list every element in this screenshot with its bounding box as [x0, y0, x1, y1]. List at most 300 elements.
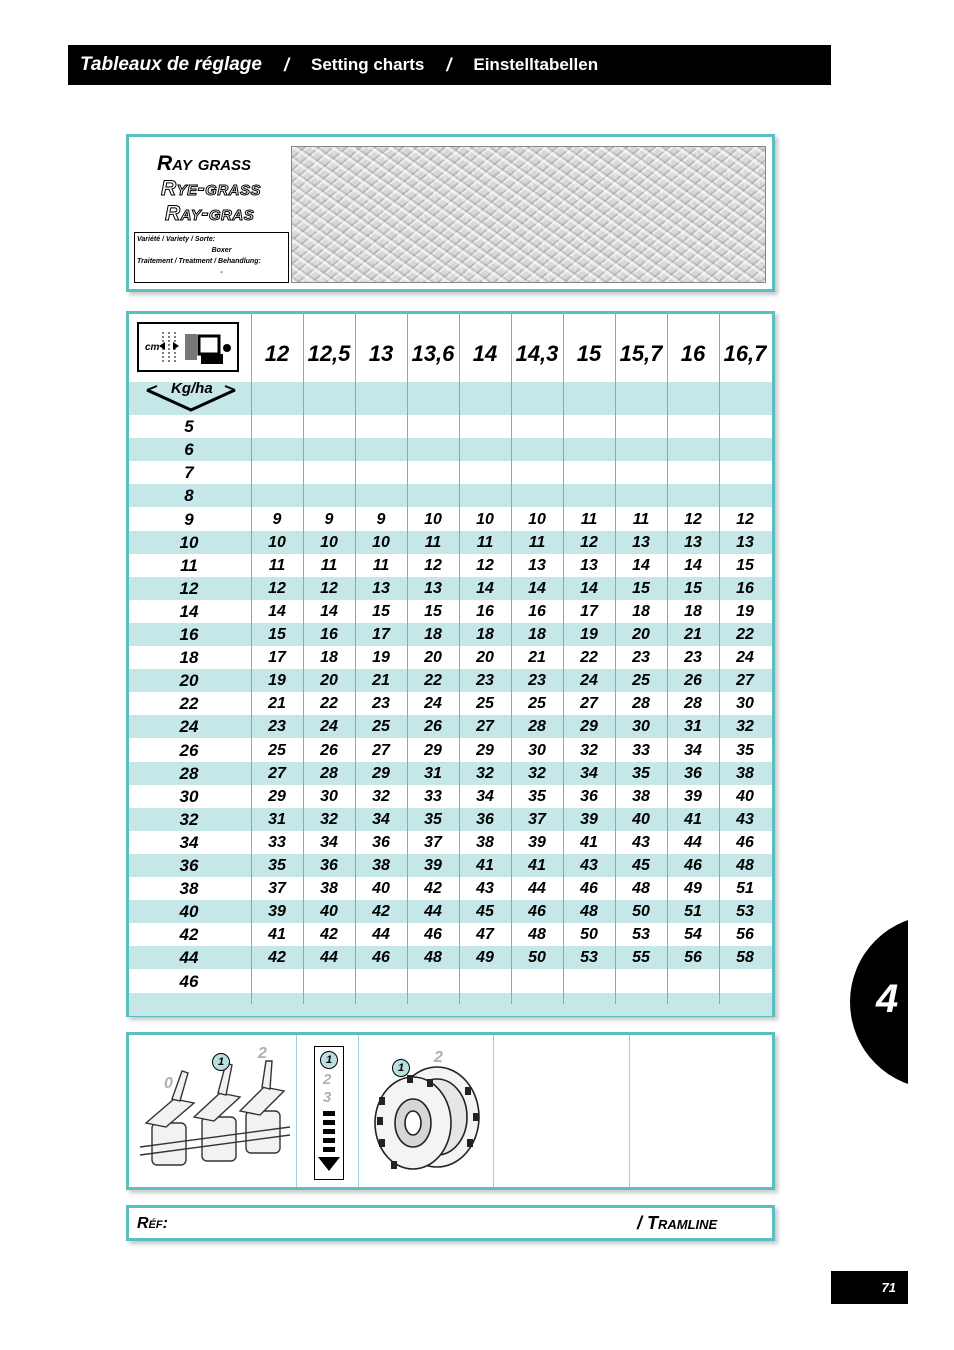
setting-value-cell: 17 [580, 602, 598, 620]
setting-value-cell: 34 [372, 810, 390, 828]
setting-value-cell: 28 [632, 695, 650, 713]
treatment-value: - [220, 269, 223, 276]
setting-value-cell: 29 [372, 764, 390, 782]
setting-value-cell: 21 [372, 672, 390, 690]
setting-value-cell: 12 [684, 510, 702, 528]
seed-rate-cell: 7 [184, 463, 194, 483]
setting-value-cell: 43 [632, 833, 650, 851]
seed-rate-cell: 9 [184, 509, 194, 529]
setting-value-cell: 46 [580, 880, 598, 898]
setting-value-cell: 13 [372, 579, 390, 597]
setting-value-cell: 32 [580, 741, 598, 759]
section-divider [358, 1035, 359, 1187]
seed-rate-cell: 10 [179, 532, 199, 552]
setting-value-cell: 39 [528, 833, 546, 851]
setting-value-cell: 13 [736, 533, 754, 551]
spacing-unit: cm [145, 342, 160, 353]
spacing-column-header: 14 [472, 341, 498, 366]
row-spacing-icon [137, 322, 239, 372]
setting-value-cell: 38 [632, 787, 650, 805]
column-divider [615, 314, 616, 1004]
setting-value-cell: 10 [424, 510, 442, 528]
gear-position-label: 3 [323, 1089, 332, 1106]
table-row [129, 484, 772, 507]
setting-value-cell: 47 [476, 926, 494, 944]
setting-value-cell: 30 [528, 741, 546, 759]
setting-value-cell: 24 [320, 718, 338, 736]
setting-value-cell: 30 [632, 718, 650, 736]
setting-value-cell: 53 [632, 926, 650, 944]
setting-value-cell: 45 [476, 903, 494, 921]
separator: / [446, 54, 452, 75]
title-fr: Tableaux de réglage [80, 54, 262, 75]
seed-info-panel [126, 134, 775, 292]
setting-value-cell: 14 [632, 556, 650, 574]
setting-value-cell: 34 [580, 764, 598, 782]
setting-value-cell: 14 [528, 579, 546, 597]
setting-value-cell: 11 [268, 556, 286, 574]
spacing-column-header: 13 [368, 341, 394, 366]
setting-value-cell: 21 [684, 626, 702, 643]
setting-value-cell: 14 [320, 602, 338, 620]
setting-value-cell: 56 [736, 926, 754, 944]
section-divider [493, 1035, 494, 1187]
seed-rate-cell: 11 [180, 555, 198, 575]
setting-value-cell: 23 [372, 695, 390, 713]
setting-value-cell: 22 [424, 672, 442, 690]
setting-value-cell: 44 [320, 949, 338, 967]
seed-rate-cell: 42 [179, 925, 199, 945]
setting-value-cell: 46 [684, 857, 702, 874]
setting-value-cell: 48 [424, 949, 442, 967]
setting-value-cell: 42 [372, 903, 390, 921]
seed-rate-cell: 34 [179, 832, 199, 852]
setting-value-cell: 28 [528, 718, 546, 736]
setting-value-cell: 12 [736, 510, 754, 528]
setting-value-cell: 23 [476, 672, 494, 690]
setting-value-cell: 12 [320, 579, 338, 597]
setting-value-cell: 44 [372, 926, 390, 944]
setting-value-cell: 27 [372, 741, 390, 759]
seed-rate-cell: 20 [179, 671, 199, 691]
setting-value-cell: 36 [580, 787, 598, 805]
seed-rate-cell: 30 [179, 786, 199, 806]
ref-label: Réf: [137, 1215, 168, 1232]
setting-value-cell: 29 [268, 787, 286, 805]
setting-value-cell: 20 [476, 649, 494, 667]
setting-value-cell: 53 [580, 949, 598, 967]
setting-value-cell: 13 [528, 556, 546, 574]
setting-value-cell: 48 [736, 857, 754, 874]
variety-box [134, 232, 289, 283]
setting-value-cell: 10 [528, 510, 546, 528]
table-row [129, 739, 772, 762]
title-de: Einstelltabellen [473, 55, 599, 74]
setting-value-cell: 26 [320, 741, 338, 759]
flap-position-label: 2 [258, 1045, 267, 1062]
column-divider [251, 314, 252, 1004]
setting-value-cell: 20 [424, 649, 442, 667]
seed-photo [291, 146, 766, 283]
setting-value-cell: 14 [476, 579, 494, 597]
setting-value-cell: 12 [476, 556, 494, 574]
setting-value-cell: 12 [580, 533, 598, 551]
setting-value-cell: 35 [736, 741, 754, 759]
setting-value-cell: 31 [268, 810, 286, 828]
flap-position-label: 0 [164, 1075, 173, 1092]
setting-value-cell: 15 [372, 602, 390, 620]
setting-value-cell: 46 [736, 833, 754, 851]
table-row [129, 762, 772, 785]
setting-value-cell: 41 [580, 833, 598, 851]
settings-panel [126, 1032, 775, 1190]
setting-value-cell: 51 [684, 903, 702, 921]
setting-value-cell: 13 [684, 533, 702, 551]
setting-value-cell: 25 [476, 695, 494, 713]
spacing-column-header: 12,5 [307, 341, 351, 366]
setting-value-cell: 11 [372, 556, 390, 574]
setting-value-cell: 16 [528, 602, 546, 620]
setting-value-cell: 31 [424, 764, 442, 782]
setting-value-cell: 22 [580, 649, 598, 667]
setting-value-cell: 10 [372, 533, 390, 551]
spacing-column-header: 15 [576, 341, 602, 366]
seed-name-en: Rye-grass [161, 177, 262, 200]
setting-value-cell: 13 [424, 579, 442, 597]
setting-value-cell: 38 [476, 833, 494, 851]
chapter-number: 4 [876, 977, 899, 1021]
setting-value-cell: 42 [424, 880, 442, 898]
setting-value-cell: 40 [632, 810, 650, 828]
seed-rate-cell: 46 [179, 971, 199, 991]
table-row [129, 531, 772, 554]
setting-value-cell: 23 [684, 649, 702, 667]
page-number: 71 [831, 1271, 908, 1304]
treatment-label: Traitement / Treatment / Behandlung: [137, 258, 261, 265]
column-divider [303, 314, 304, 1004]
setting-value-cell: 36 [372, 833, 390, 851]
table-row [129, 646, 772, 669]
table-row [129, 877, 772, 900]
table-row [129, 900, 772, 923]
chart-grid [129, 314, 772, 1014]
setting-value-cell: 36 [684, 764, 702, 782]
table-row [129, 785, 772, 808]
setting-value-cell: 49 [684, 880, 702, 898]
seed-rate-cell: 6 [184, 440, 194, 460]
setting-value-cell: 41 [476, 857, 494, 874]
column-divider [459, 314, 460, 1004]
setting-value-cell: 48 [528, 926, 546, 944]
setting-chart [126, 311, 775, 1017]
reference-panel [126, 1205, 775, 1241]
table-row [129, 946, 772, 969]
column-divider [407, 314, 408, 1004]
setting-value-cell: 9 [272, 510, 282, 528]
setting-value-cell: 31 [684, 718, 702, 736]
setting-value-cell: 17 [268, 649, 286, 667]
setting-value-cell: 38 [320, 880, 338, 898]
setting-value-cell: 21 [528, 649, 546, 667]
title-en: Setting charts [311, 55, 425, 74]
gear-position-label: 2 [323, 1071, 332, 1088]
setting-value-cell: 43 [476, 880, 494, 898]
setting-value-cell: 12 [424, 556, 442, 574]
setting-value-cell: 25 [372, 718, 390, 736]
setting-value-cell: 39 [684, 787, 702, 805]
setting-value-cell: 36 [320, 857, 338, 874]
setting-value-cell: 50 [580, 926, 598, 944]
seed-names [157, 151, 261, 226]
setting-value-cell: 20 [632, 626, 650, 643]
table-row [129, 692, 772, 715]
setting-value-cell: 46 [528, 903, 546, 921]
setting-value-cell: 16 [736, 579, 754, 597]
seed-rate-cell: 38 [179, 879, 199, 899]
setting-value-cell: 11 [424, 533, 442, 551]
seed-rate-cell: 44 [179, 948, 199, 968]
variety-value: Boxer [211, 247, 232, 254]
setting-value-cell: 44 [528, 880, 546, 898]
variety-label: Variété / Variety / Sorte: [137, 236, 216, 243]
setting-value-cell: 51 [736, 880, 754, 898]
setting-value-cell: 14 [684, 556, 702, 574]
table-row [129, 461, 772, 484]
setting-value-cell: 32 [476, 764, 494, 782]
table-row [129, 715, 772, 738]
setting-value-cell: 34 [684, 741, 702, 759]
setting-value-cell: 40 [372, 880, 390, 898]
setting-value-cell: 9 [324, 510, 334, 528]
setting-value-cell: 46 [372, 949, 390, 967]
setting-value-cell: 54 [684, 926, 702, 944]
setting-value-cell: 35 [268, 857, 286, 874]
setting-value-cell: 44 [684, 833, 702, 851]
setting-value-cell: 15 [632, 579, 650, 597]
setting-value-cell: 16 [320, 626, 338, 643]
setting-value-cell: 10 [476, 510, 494, 528]
table-row [129, 854, 772, 877]
setting-value-cell: 24 [580, 672, 598, 690]
arrow-down-icon [315, 1109, 343, 1179]
table-row [129, 970, 772, 993]
seed-rate-cell: 8 [184, 486, 194, 506]
seed-rate-cell: 26 [179, 740, 199, 760]
setting-value-cell: 35 [528, 787, 546, 805]
setting-value-cell: 45 [632, 857, 650, 874]
setting-value-cell: 46 [424, 926, 442, 944]
setting-value-cell: 37 [268, 880, 286, 898]
setting-value-cell: 23 [632, 649, 650, 667]
gear-selector [314, 1046, 344, 1180]
setting-value-cell: 38 [736, 764, 754, 782]
setting-value-cell: 48 [632, 880, 650, 898]
gearbox-wheel-illustration [367, 1057, 487, 1177]
setting-value-cell: 41 [528, 857, 546, 874]
column-divider [563, 314, 564, 1004]
setting-value-cell: 27 [580, 695, 598, 713]
setting-value-cell: 21 [268, 695, 286, 713]
setting-value-cell: 15 [736, 556, 754, 574]
seed-rate-cell: 12 [179, 578, 199, 598]
setting-value-cell: 49 [476, 949, 494, 967]
setting-value-cell: 27 [268, 764, 286, 782]
seed-rate-cell: 32 [179, 809, 199, 829]
setting-value-cell: 58 [736, 949, 754, 967]
table-row [129, 600, 772, 623]
setting-value-cell: 43 [736, 810, 754, 828]
spacing-column-header: 15,7 [619, 341, 663, 366]
setting-value-cell: 41 [268, 926, 286, 944]
setting-value-cell: 39 [268, 903, 286, 921]
setting-value-cell: 12 [268, 579, 286, 597]
table-row [129, 831, 772, 854]
table-row [129, 923, 772, 946]
setting-value-cell: 37 [424, 833, 442, 851]
seed-rate-cell: 16 [179, 625, 199, 644]
spacing-column-header: 16 [680, 341, 706, 366]
table-row [129, 623, 772, 646]
setting-value-cell: 19 [580, 626, 598, 643]
setting-value-cell: 25 [632, 672, 650, 690]
separator: / [283, 54, 289, 75]
setting-value-cell: 14 [580, 579, 598, 597]
setting-value-cell: 33 [424, 787, 442, 805]
setting-value-cell: 18 [684, 602, 702, 620]
flap-position-badge: 1 [212, 1053, 230, 1071]
setting-value-cell: 32 [372, 787, 390, 805]
seed-rate-cell: 24 [179, 717, 199, 737]
section-divider [296, 1035, 297, 1187]
setting-value-cell: 40 [736, 787, 754, 805]
column-divider [511, 314, 512, 1004]
setting-value-cell: 28 [320, 764, 338, 782]
seed-rate-cell: 40 [179, 902, 199, 922]
setting-value-cell: 11 [476, 533, 494, 551]
spacing-column-header: 16,7 [723, 341, 767, 366]
setting-value-cell: 19 [736, 602, 754, 620]
setting-value-cell: 22 [320, 695, 338, 713]
setting-value-cell: 26 [424, 718, 442, 736]
table-row [129, 415, 772, 438]
setting-value-cell: 18 [424, 626, 442, 643]
setting-value-cell: 48 [580, 903, 598, 921]
setting-value-cell: 19 [372, 649, 390, 667]
setting-value-cell: 11 [580, 510, 598, 528]
setting-value-cell: 14 [268, 602, 286, 620]
setting-value-cell: 50 [528, 949, 546, 967]
seed-name-fr: Ray grass [157, 152, 252, 175]
setting-value-cell: 15 [684, 579, 702, 597]
seed-rate-cell: 5 [184, 417, 194, 437]
setting-value-cell: 18 [528, 626, 546, 643]
setting-value-cell: 56 [684, 949, 702, 967]
setting-value-cell: 34 [476, 787, 494, 805]
setting-value-cell: 39 [424, 857, 442, 874]
setting-value-cell: 13 [632, 533, 650, 551]
setting-value-cell: 36 [476, 810, 494, 828]
gear-position-badge: 1 [320, 1051, 338, 1069]
page-margin [908, 900, 954, 1110]
setting-value-cell: 38 [372, 857, 390, 874]
setting-value-cell: 33 [268, 833, 286, 851]
setting-value-cell: 16 [476, 602, 494, 620]
setting-value-cell: 22 [736, 626, 754, 643]
table-row [129, 554, 772, 577]
setting-value-cell: 32 [736, 718, 754, 736]
column-divider [355, 314, 356, 1004]
rate-unit-marker [143, 376, 243, 414]
column-divider [667, 314, 668, 1004]
setting-value-cell: 30 [320, 787, 338, 805]
table-row [129, 993, 772, 1016]
table-row [129, 577, 772, 600]
setting-value-cell: 53 [736, 903, 754, 921]
setting-value-cell: 26 [684, 672, 702, 690]
table-row [129, 438, 772, 461]
table-row [129, 669, 772, 692]
spacing-column-header: 13,6 [411, 341, 455, 366]
column-divider [719, 314, 720, 1004]
wheel-position-label: 2 [434, 1049, 443, 1066]
setting-value-cell: 10 [268, 533, 286, 551]
seed-rate-cell: 14 [179, 601, 199, 621]
setting-value-cell: 44 [424, 903, 442, 921]
rate-unit: Kg/ha [171, 380, 213, 397]
setting-value-cell: 42 [320, 926, 338, 944]
seed-name-de: Ray-gras [165, 202, 255, 225]
table-row [129, 508, 772, 531]
setting-value-cell: 20 [320, 672, 338, 690]
seed-rate-cell: 36 [179, 856, 199, 875]
setting-value-cell: 34 [320, 833, 338, 851]
setting-value-cell: 42 [268, 949, 286, 967]
seed-rate-cell: 18 [179, 648, 199, 668]
spacing-column-header: 14,3 [515, 341, 559, 366]
setting-value-cell: 29 [424, 741, 442, 759]
setting-value-cell: 55 [632, 949, 650, 967]
setting-value-cell: 15 [424, 602, 442, 620]
setting-value-cell: 11 [528, 533, 546, 551]
setting-value-cell: 32 [320, 810, 338, 828]
setting-value-cell: 29 [580, 718, 598, 736]
setting-value-cell: 33 [632, 741, 650, 759]
setting-value-cell: 40 [320, 903, 338, 921]
setting-value-cell: 15 [268, 626, 286, 643]
drill-icon [139, 324, 237, 370]
setting-value-cell: 37 [528, 810, 546, 828]
setting-value-cell: 29 [476, 741, 494, 759]
page-header [68, 45, 831, 85]
spacing-column-header: 12 [264, 341, 290, 366]
setting-value-cell: 50 [632, 903, 650, 921]
setting-value-cell: 19 [268, 672, 286, 690]
seed-rate-cell: 22 [179, 694, 199, 714]
setting-value-cell: 35 [424, 810, 442, 828]
setting-value-cell: 17 [372, 626, 390, 643]
setting-value-cell: 10 [320, 533, 338, 551]
setting-value-cell: 23 [268, 718, 286, 736]
setting-value-cell: 25 [268, 741, 286, 759]
setting-value-cell: 18 [320, 649, 338, 667]
setting-value-cell: 9 [376, 510, 386, 528]
setting-value-cell: 11 [632, 510, 650, 528]
setting-value-cell: 13 [580, 556, 598, 574]
setting-value-cell: 41 [684, 810, 702, 828]
wheel-position-badge: 1 [392, 1059, 410, 1077]
setting-value-cell: 23 [528, 672, 546, 690]
setting-value-cell: 32 [528, 764, 546, 782]
